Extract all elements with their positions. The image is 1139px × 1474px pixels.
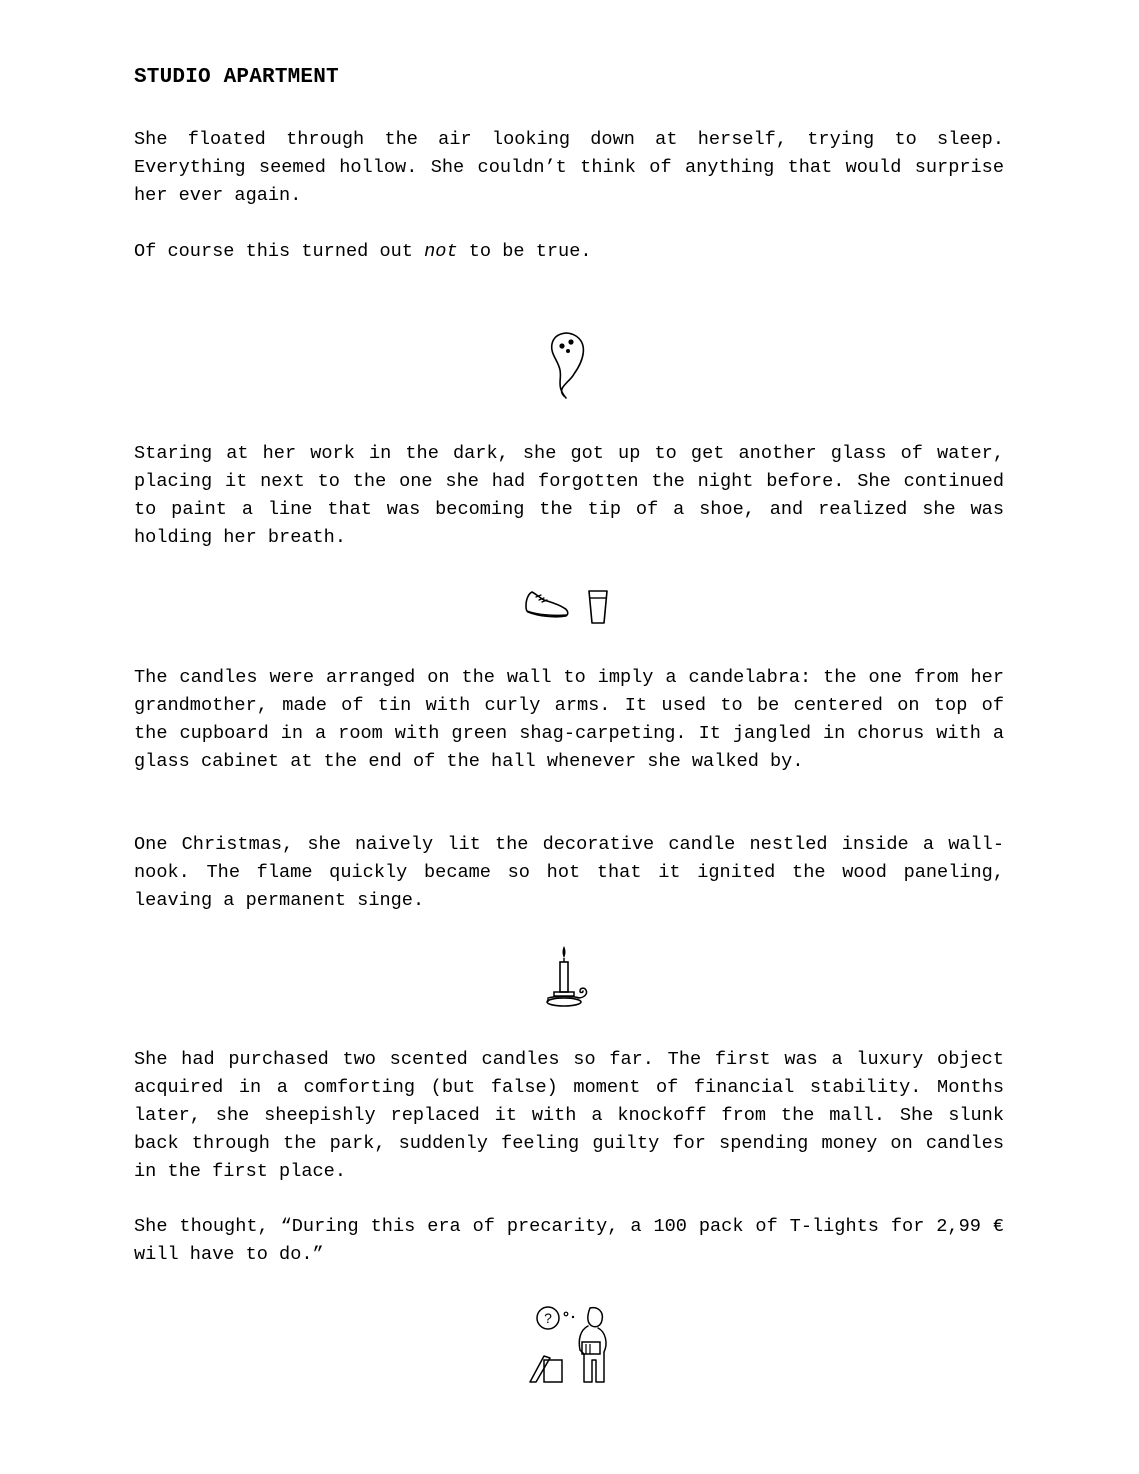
paragraph-staring: Staring at her work in the dark, she got up to get another glass of water, placing it next to the one she had forgotten the night before. She continued to paint a line that was becoming the tip of a shoe, and realized she was holding her breath.: [134, 443, 1004, 548]
page-title: STUDIO APARTMENT: [134, 66, 339, 89]
sneaker-icon: [524, 588, 570, 620]
paragraph-christmas: One Christmas, she naively lit the decorative candle nestled inside a wall-nook. The flame quickly became so hot that it ignited the wood paneling, leaving a permanent singe.: [134, 834, 1004, 911]
question-mark-icon: ?: [544, 1310, 552, 1326]
paragraph-scented-candles: She had purchased two scented candles so far. The first was a luxury object acquired in a comforting (but false) moment of financial stability. Months later, she sheepishly replaced it with a knockoff from the mall. She slunk back through the park, suddenly feeling guilty for spending money on candles in the first place.: [134, 1049, 1004, 1182]
emphasis-text: not: [424, 241, 458, 262]
ghost-icon: [548, 330, 588, 400]
paragraph-floating: She floated through the air looking down at herself, trying to sleep. Everything seemed hollow. She couldn’t think of anything that would surprise her ever again.: [134, 129, 1004, 206]
candle-holder-icon: [544, 942, 594, 1012]
paragraph-of-course: [134, 238, 1004, 266]
paragraph-text: Of course this turned out: [134, 241, 425, 262]
water-glass-icon: [587, 589, 609, 625]
confused-figure-with-box-icon: [526, 1302, 616, 1388]
paragraph-candles-wall: The candles were arranged on the wall to imply a candelabra: the one from her grandmother, made of tin with curly arms. It used to be centered on top of the cupboard in a room with green shag-carpeting. It jangled in chorus with a glass cabinet at the end of the hall whenever she walked by.: [134, 667, 1004, 772]
paragraph-she-thought: She thought, “During this era of precarity, a 100 pack of T-lights for 2,99 € will have to do.”: [134, 1216, 1004, 1265]
paragraph-text: to be true.: [457, 241, 592, 262]
